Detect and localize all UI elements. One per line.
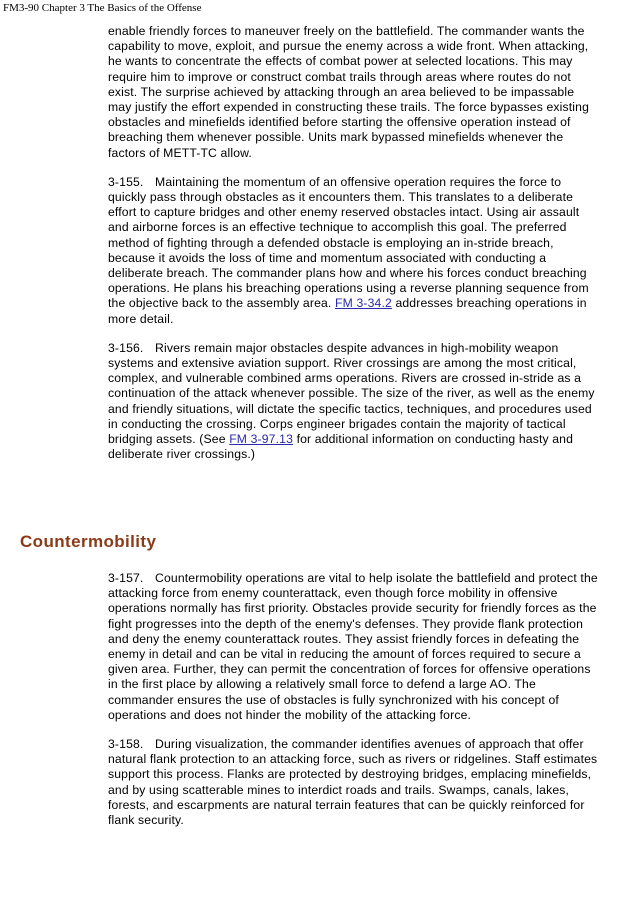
paragraph-3-158 bbox=[108, 737, 598, 828]
paragraph-text: During visualization, the commander identifies avenues of approach that offer natural flank protection to an attacking force, such as rivers or ridgelines. Staff estimates support this process. Flanks are protected by destroying bridges, emplacing minefields, and by using scatterable mines to interdict roads and trails. Swamps, canals, lakes, forests, and escarpments are natural terrain features that can be quickly reinforced for flank security. bbox=[108, 737, 598, 828]
paragraph-number: 3-155. bbox=[108, 174, 144, 189]
fm-3-97-13-link[interactable]: FM 3-97.13 bbox=[229, 432, 294, 447]
paragraph-3-155 bbox=[108, 175, 598, 327]
paragraph-number: 3-156. bbox=[108, 340, 144, 355]
paragraph-3-156 bbox=[108, 341, 598, 463]
body-section-mobility bbox=[108, 24, 598, 462]
paragraph-text: Countermobility operations are vital to help isolate the battlefield and protect the attacking force from enemy counterattack, even though force mobility in offensive operations normally has first priority. Obstacles provide security for friendly forces as the fight progresses into the depth of the enemy's defenses. They provide flank protection and deny the enemy counterattack routes. They assist friendly forces in defeating the enemy in detail and can be vital in reducing the amount of forces required to secure a given area. Further, they can permit the concentration of forces for offensive operations in the first place by allowing a relatively small force to defend a large AO. The commander ensures the use of obstacles is fully synchronized with his concept of operations and does not hinder the mobility of the attacking force. bbox=[108, 571, 598, 722]
running-header: FM3-90 Chapter 3 The Basics of the Offense bbox=[3, 2, 202, 14]
paragraph-continued bbox=[108, 24, 598, 161]
paragraph-text: Rivers remain major obstacles despite advances in high-mobility weapon systems and extensive aviation support. River crossings are among the most critical, complex, and vulnerable combined arms operations. Rivers are crossed in-stride as a continuation of the attack whenever possible. The size of the river, as well as the enemy and friendly situations, will dictate the specific tactics, techniques, and procedures used in conducting the crossing. Corps engineer brigades contain the majority of tactical bridging assets. (See bbox=[108, 340, 595, 447]
paragraph-text: Maintaining the momentum of an offensive operation requires the force to quickly pass through obstacles as it encounters them. This translates to a deliberate effort to capture bridges and other enemy reserved obstacles intact. Using air assault and airborne forces is an effective technique to accomplish this goal. The preferred method of fighting through a defended obstacle is employing an in-stride breach, because it avoids the loss of time and momentum associated with conducting a deliberate breach. The commander plans how and where his forces conduct breaching operations. He plans his breaching operations using a reverse planning sequence from the objective back to the assembly area. bbox=[108, 174, 589, 311]
paragraph-text: enable friendly forces to maneuver freely on the battlefield. The commander wants the capability to move, exploit, and pursue the enemy across a wide front. When attacking, he wants to concentrate the effects of combat power at selected locations. This may require him to improve or construct combat trails through areas where routes do not exist. The surprise achieved by attacking through an area believed to be impassable may justify the effort expended in constructing these trails. The force bypasses existing obstacles and minefields identified before starting the offensive operation instead of breaching them whenever possible. Units mark bypassed minefields whenever the factors of METT-TC allow. bbox=[108, 24, 590, 160]
paragraph-number: 3-158. bbox=[108, 737, 144, 752]
fm-3-34-2-link[interactable]: FM 3-34.2 bbox=[335, 296, 392, 311]
paragraph-text-after-link: for additional information on conducting hasty and deliberate river crossings.) bbox=[108, 432, 574, 462]
paragraph-number: 3-157. bbox=[108, 571, 144, 585]
paragraph-text-after-link: addresses breaching operations in more detail. bbox=[108, 296, 587, 326]
body-section-countermobility bbox=[108, 571, 598, 828]
paragraph-3-157 bbox=[108, 571, 598, 723]
section-heading-countermobility: Countermobility bbox=[20, 532, 157, 551]
